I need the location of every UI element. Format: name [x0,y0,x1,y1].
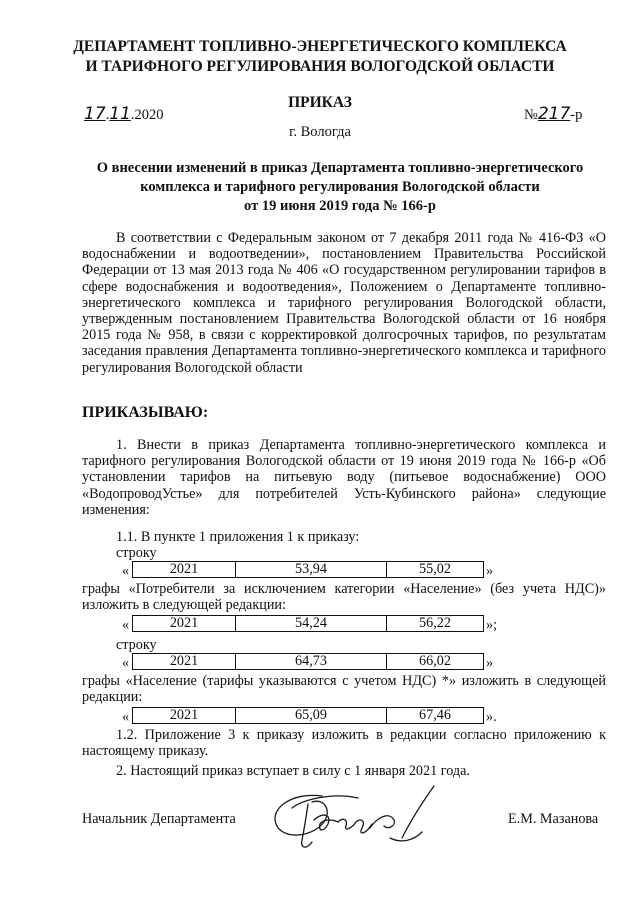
quote-open-1: « [122,563,130,579]
row-word-2: строку [116,637,157,653]
quote-close-4: ». [486,709,497,725]
subject-line1: О внесении изменений в приказ Департамента топливно-энергетического [96,160,584,176]
tariff-row-table-3 [132,653,484,670]
year-cell: 2021 [133,708,236,724]
table-row [133,654,484,670]
item1-text: 1. Внести в приказ Департамента топливно-энергетического комплекса и тарифного регулирования Вологодской области от 19 июня 2019 года № 166-р «Об установлении тарифов на питьевую воду (питьевое водоснабжение) ООО «ВодопроводУстье» для потребителей Усть-Кубинского района» следующие изменения: [82,437,606,518]
date-dot: . [105,107,110,123]
tariff-cell-1: 54,24 [236,616,387,632]
order-number [524,104,582,124]
order-title: ПРИКАЗ [288,94,352,111]
row-word-1: строку [116,545,157,561]
number-prefix: № [524,107,538,123]
tariff-row-table-1 [132,561,484,578]
signature-position: Начальник Департамента [82,811,236,827]
tariff-row-table-4 [132,707,484,724]
year-cell: 2021 [133,654,236,670]
table-row [133,562,484,578]
graph1-text: графы «Потребители за исключением категории «Население» (без учета НДС)» изложить в следующей редакции: [82,581,606,614]
date-month: 11 [109,104,131,124]
quote-open-3: « [122,655,130,671]
graph2-text: графы «Население (тарифы указываются с учетом НДС) *» изложить в следующей редакции: [82,673,606,706]
graph2-paragraph [82,673,606,705]
subject-line3: от 19 июня 2019 года № 166-р [244,198,436,214]
signature-name: Е.М. Мазанова [508,811,599,827]
quote-close-3: » [486,655,494,671]
item1-1: 1.1. В пункте 1 приложения 1 к приказу: [116,529,360,545]
year-cell: 2021 [133,616,236,632]
quote-open-2: « [122,617,130,633]
preamble-paragraph [82,230,606,376]
table-row [133,708,484,724]
department-name-line2: И ТАРИФНОГО РЕГУЛИРОВАНИЯ ВОЛОГОДСКОЙ ОБЛАСТИ [85,58,555,75]
table-row [133,616,484,632]
quote-open-4: « [122,709,130,725]
tariff-cell-1: 64,73 [236,654,387,670]
item2: 2. Настоящий приказ вступает в силу с 1 января 2021 года. [116,763,470,779]
year-cell: 2021 [133,562,236,578]
number-value: 217 [537,104,571,124]
handwritten-signature [262,778,452,858]
tariff-cell-2: 56,22 [387,616,484,632]
subject-line2: комплекса и тарифного регулирования Вологодской области [140,179,540,195]
order-city: г. Вологда [289,124,351,140]
date-year: .2020 [130,107,164,123]
item1-paragraph [82,437,606,518]
date-day: 17 [84,104,106,124]
tariff-row-table-2 [132,615,484,632]
item1-2-text: 1.2. Приложение 3 к приказу изложить в редакции согласно приложению к настоящему приказу. [82,727,606,760]
department-name-line1: ДЕПАРТАМЕНТ ТОПЛИВНО-ЭНЕРГЕТИЧЕСКОГО КОМПЛЕКСА [73,38,567,55]
tariff-cell-1: 53,94 [236,562,387,578]
number-suffix: -р [570,107,583,123]
preamble-text: В соответствии с Федеральным законом от 7 декабря 2011 года № 416-ФЗ «О водоснабжении и водоотведении», постановлением Правительства Российской Федерации от 13 мая 2013 года № 406 «О государственном регулировании тарифов в сфере водоснабжения и водоотведения», Положением о Департаменте топливно-энергетического комплекса и тарифного регулирования Вологодской области, утвержденным постановлением Правительства Вологодской области от 16 ноября 2015 года № 958, в связи с корректировкой долгосрочных тарифов, по результатам заседания правления Департамента топливно-энергетического комплекса и тарифного регулирования Вологодской области [82,230,606,376]
tariff-cell-2: 55,02 [387,562,484,578]
item1-2-paragraph [82,727,606,759]
graph1-paragraph [82,581,606,613]
quote-close-2: »; [486,617,498,633]
tariff-cell-1: 65,09 [236,708,387,724]
order-word: ПРИКАЗЫВАЮ: [82,404,209,421]
tariff-cell-2: 67,46 [387,708,484,724]
order-date [84,104,164,124]
quote-close-1: » [486,563,494,579]
tariff-cell-2: 66,02 [387,654,484,670]
